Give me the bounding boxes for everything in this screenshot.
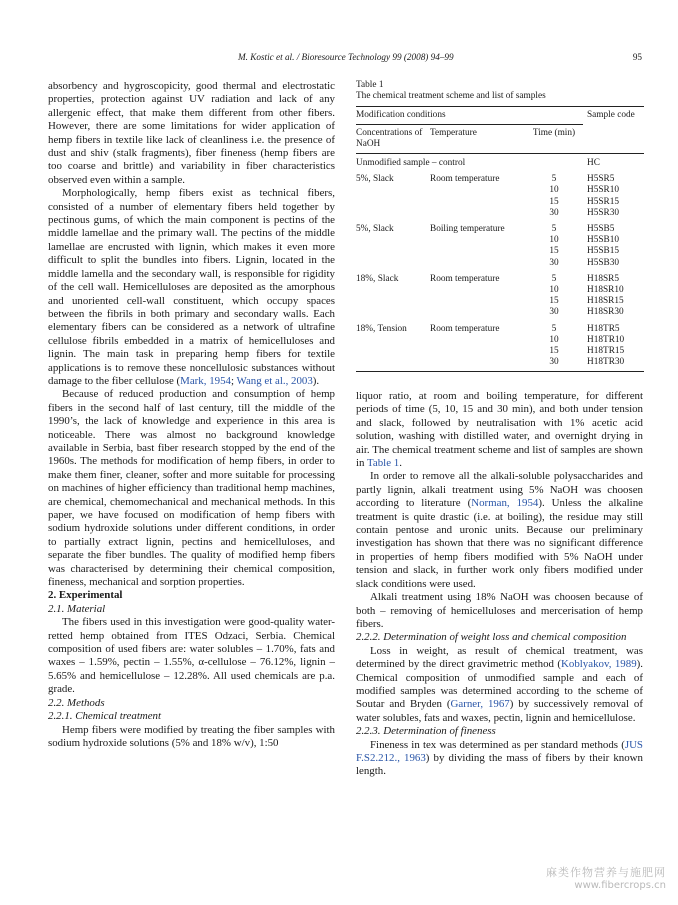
header-time: Time (min) bbox=[532, 127, 576, 138]
cell-temperature bbox=[430, 246, 525, 257]
cell-code: H18SR10 bbox=[587, 285, 624, 296]
cell-temperature: Room temperature bbox=[430, 273, 500, 284]
cell-concentration: 18%, Slack bbox=[356, 273, 399, 284]
watermark-title: 麻类作物营养与施肥网 bbox=[546, 866, 666, 879]
cell-time: 30 bbox=[549, 357, 559, 368]
citation-link[interactable]: Wang et al., 2003 bbox=[236, 374, 313, 387]
cell-time: 15 bbox=[549, 296, 559, 307]
running-header bbox=[48, 52, 642, 66]
table-row bbox=[356, 235, 644, 246]
cell-concentration bbox=[356, 296, 430, 307]
cell-concentration: 5%, Slack bbox=[356, 174, 394, 185]
table-row bbox=[356, 158, 644, 169]
cell-code: H18TR5 bbox=[587, 323, 620, 334]
cell-temperature bbox=[430, 285, 525, 296]
table-row bbox=[356, 197, 644, 208]
cell-time: 5 bbox=[551, 323, 557, 334]
paragraph: Hemp fibers were modified by treating the fiber samples with sodium hydroxide solutions (5% and 18% w/v), 1:50 bbox=[48, 723, 335, 749]
cell-code: H5SB10 bbox=[587, 235, 620, 246]
cell-temperature bbox=[430, 296, 525, 307]
citation-link[interactable]: Garner, 1967 bbox=[450, 698, 510, 711]
table-row bbox=[356, 307, 644, 318]
cell-time: 5 bbox=[551, 273, 557, 284]
cell-code: HC bbox=[587, 158, 600, 169]
treatment-table bbox=[356, 106, 644, 368]
table-row bbox=[356, 346, 644, 357]
cell-time: 10 bbox=[549, 285, 559, 296]
table-link[interactable]: Table 1 bbox=[367, 457, 400, 470]
cell-time: 30 bbox=[549, 257, 559, 268]
cell-code: H5SB15 bbox=[587, 246, 620, 257]
paragraph: liquor ratio, at room and boiling temperature, for different periods of time (5, 10, 15 and 30 min), and both under tension and slack, followed by neutralisation with 1% acetic acid solution, washing with distilled water, and overnight drying in air. The chemical treatment scheme and list of samples are shown in Table 1. bbox=[356, 390, 643, 470]
cell-concentration bbox=[356, 246, 430, 257]
paragraph: The fibers used in this investigation were good-quality water-retted hemp obtained from ITES Odzaci, Serbia. Chemical composition of used fibers are: water solubles – 1.70%, fats and waxes – 1.59%, pectin – 1.55%, α-cellulose – 76.12%, lignin – 5.65% and hemicellulose – 12.28%. All used chemicals are p.a. grade. bbox=[48, 616, 335, 696]
citation-link[interactable]: Norman, 1954 bbox=[471, 497, 539, 510]
cell-concentration bbox=[356, 335, 430, 346]
cell-temperature bbox=[430, 258, 525, 269]
table-row bbox=[356, 185, 644, 196]
cell-temperature bbox=[430, 307, 525, 318]
cell-code: H5SR5 bbox=[587, 174, 615, 185]
cell-temperature bbox=[430, 208, 525, 219]
table-row bbox=[356, 285, 644, 296]
table-row bbox=[356, 169, 644, 185]
cell-time: 10 bbox=[549, 235, 559, 246]
table-caption: The chemical treatment scheme and list of samples bbox=[356, 91, 546, 102]
header-concentration: Concentrations of NaOH bbox=[356, 127, 423, 149]
paragraph: absorbency and hygroscopicity, good thermal and electrostatic properties, protection against UV radiation and lack of any allergenic effect, that make them different from other fibers. However, there are some limitations for wider application of hemp fibers in textile like lack of cleanliness i.e. the presence of dust and shiv (stalk fragments), fiber fineness (hemp fibers are too coarse and brittle) and variability in fiber characteristics observed even within a sample. bbox=[48, 80, 335, 186]
left-column bbox=[48, 80, 335, 750]
subsubsection-heading: 2.2.1. Chemical treatment bbox=[48, 710, 162, 723]
cell-concentration bbox=[356, 357, 430, 368]
cell-concentration bbox=[356, 208, 430, 219]
cell-time: 10 bbox=[549, 334, 559, 345]
paragraph: Alkali treatment using 18% NaOH was choosen because of both – removing of hemicelluloses and mercerisation of hemp fibers. bbox=[356, 591, 643, 630]
cell-temperature: Room temperature bbox=[430, 323, 500, 334]
cell-code: H18SR15 bbox=[587, 296, 624, 307]
subsection-heading: 2.2. Methods bbox=[48, 696, 105, 709]
cell-concentration bbox=[356, 346, 430, 357]
table-row bbox=[356, 219, 644, 235]
paragraph: Morphologically, hemp fibers exist as technical fibers, consisted of a number of elementary fibers held together by pectinous gums, of which the main component is pectins of the middle lamellae and the primary wall. The pectins of the middle lamellae are encrusted with lignin, which makes it even more difficult to split the bundles into fibers. Lignin, located in the middle lamella and the secondary wall, is responsible for rigidity of the cell wall. Hemicelluloses are deposited as the amorphous and unoriented cell-wall constituent, which occupy spaces between the fibrils in both primary and secondary walls. Each elementary fibers can be considered as a network of ultrafine cellulose fibrils embedded in a matrix of hemicelluloses and lignin. The main task in preparing hemp fibers for textile applications is to remove these noncellulosic substances without damage to the fiber cellulose (Mark, 1954; Wang et al., 2003). bbox=[48, 187, 335, 387]
cell-time: 5 bbox=[551, 174, 557, 185]
cell-temperature: Room temperature bbox=[430, 174, 500, 185]
paragraph: In order to remove all the alkali-soluble polysaccharides and partly lignin, alkali treatment using 5% NaOH was choosen according to literature (Norman, 1954). Unless the alkaline treatment is quite drastic (i.e. at boiling), the residue may still contain pentose and uronic units. Because our preliminary investigation has shown that there was no significant difference in properties of hemp fibers modified with 5% NaOH under tension and slack, in further work only fibers modified under slack conditions were used. bbox=[356, 470, 643, 590]
table-row bbox=[356, 357, 644, 368]
header-modification: Modification conditions bbox=[356, 110, 446, 121]
table-row bbox=[356, 296, 644, 307]
cell-temperature bbox=[430, 197, 525, 208]
cell-concentration bbox=[356, 258, 430, 269]
paragraph: Because of reduced production and consumption of hemp fibers in the second half of last century, till the middle of the 1990’s, the lack of knowledge and experience in this area is noticeable. There was almost no background knowledge available in Serbia, bast fiber research stopped by the end of the 1960s. The methods for modification of hemp fibers, in order to make them finer, cleaner, softer and more suitable for processing on machines of higher efficiency than traditional hemp machines, are chemical, chemomechanical and mechanical methods. In this paper, we have focused on modification of hemp fibers with sodium hydroxide solutions under different conditions, in order to partially extract lignin, pectins and hemicelluloses, and separate the fiber bundles. The quality of modified hemp fibers was characterised by determining their chemical composition, fineness, mechanical and sorption properties. bbox=[48, 388, 335, 589]
cell-concentration bbox=[356, 197, 430, 208]
paragraph: Loss in weight, as result of chemical treatment, was determined by the direct gravimetric method (Koblyakov, 1989). Chemical composition of unmodified sample and each of modified samples was determined according to the scheme of Soutar and Bryden (Garner, 1967) by successively removal of water solubles, fats and waxes, pectin, lignin and hemicellulose. bbox=[356, 644, 644, 724]
cell-concentration bbox=[356, 307, 430, 318]
cell-code: H5SR10 bbox=[587, 185, 620, 196]
cell-code: H18SR30 bbox=[587, 307, 624, 318]
section-heading: 2. Experimental bbox=[48, 589, 123, 602]
header-temperature: Temperature bbox=[430, 127, 477, 138]
cell-code: H5SR15 bbox=[587, 196, 620, 207]
table-row bbox=[356, 208, 644, 219]
citation-link[interactable]: Mark, 1954 bbox=[180, 374, 231, 387]
cell-code: H18TR15 bbox=[587, 346, 625, 357]
table-row bbox=[356, 269, 644, 285]
cell-code: H18SR5 bbox=[587, 273, 620, 284]
paragraph: Fineness in tex was determined as per standard methods (JUS F.S2.212., 1963) by dividing the mass of fibers by their known length. bbox=[356, 738, 643, 778]
cell-temperature: Boiling temperature bbox=[430, 224, 505, 235]
cell-concentration: 18%, Tension bbox=[356, 323, 407, 334]
cell-temperature bbox=[430, 357, 525, 368]
watermark-url: www.fibercrops.cn bbox=[574, 880, 666, 891]
cell-time: 15 bbox=[549, 346, 559, 357]
cell-code: H18TR10 bbox=[587, 334, 625, 345]
cell-code: H18TR30 bbox=[587, 357, 625, 368]
cell-concentration bbox=[356, 235, 430, 246]
cell-concentration bbox=[356, 185, 430, 196]
watermark bbox=[546, 864, 666, 891]
cell-code: H5SB5 bbox=[587, 224, 615, 235]
header-sample-code: Sample code bbox=[587, 110, 635, 121]
cell-concentration: 5%, Slack bbox=[356, 224, 394, 235]
cell-time: 30 bbox=[549, 307, 559, 318]
subsubsection-heading: 2.2.2. Determination of weight loss and chemical composition bbox=[356, 631, 627, 644]
table-row bbox=[356, 246, 644, 257]
cell-temperature bbox=[430, 185, 525, 196]
cell-temperature bbox=[430, 346, 525, 357]
cell-concentration bbox=[356, 285, 430, 296]
cell-unmodified: Unmodified sample – control bbox=[356, 158, 466, 169]
table-1 bbox=[356, 80, 644, 372]
cell-time: 10 bbox=[549, 185, 559, 196]
cell-time: 30 bbox=[549, 207, 559, 218]
running-title: M. Kostic et al. / Bioresource Technology 99 (2008) 94–99 bbox=[238, 52, 454, 62]
cell-time: 15 bbox=[549, 196, 559, 207]
subsection-heading: 2.1. Material bbox=[48, 602, 106, 615]
cell-time: 5 bbox=[551, 224, 557, 235]
table-row bbox=[356, 258, 644, 269]
subsubsection-heading: 2.2.3. Determination of fineness bbox=[356, 725, 496, 738]
table-row bbox=[356, 335, 644, 346]
cell-temperature bbox=[430, 335, 525, 346]
cell-temperature bbox=[430, 235, 525, 246]
cell-code: H5SB30 bbox=[587, 257, 620, 268]
table-label: Table 1 bbox=[356, 80, 384, 90]
right-column bbox=[356, 390, 643, 779]
cell-code: H5SR30 bbox=[587, 207, 620, 218]
page-number: 95 bbox=[632, 52, 642, 62]
citation-link[interactable]: Koblyakov, 1989 bbox=[561, 658, 637, 671]
table-row bbox=[356, 319, 644, 335]
cell-time: 15 bbox=[549, 246, 559, 257]
citation-link[interactable]: JUS F.S2.212., 1963 bbox=[356, 738, 643, 764]
